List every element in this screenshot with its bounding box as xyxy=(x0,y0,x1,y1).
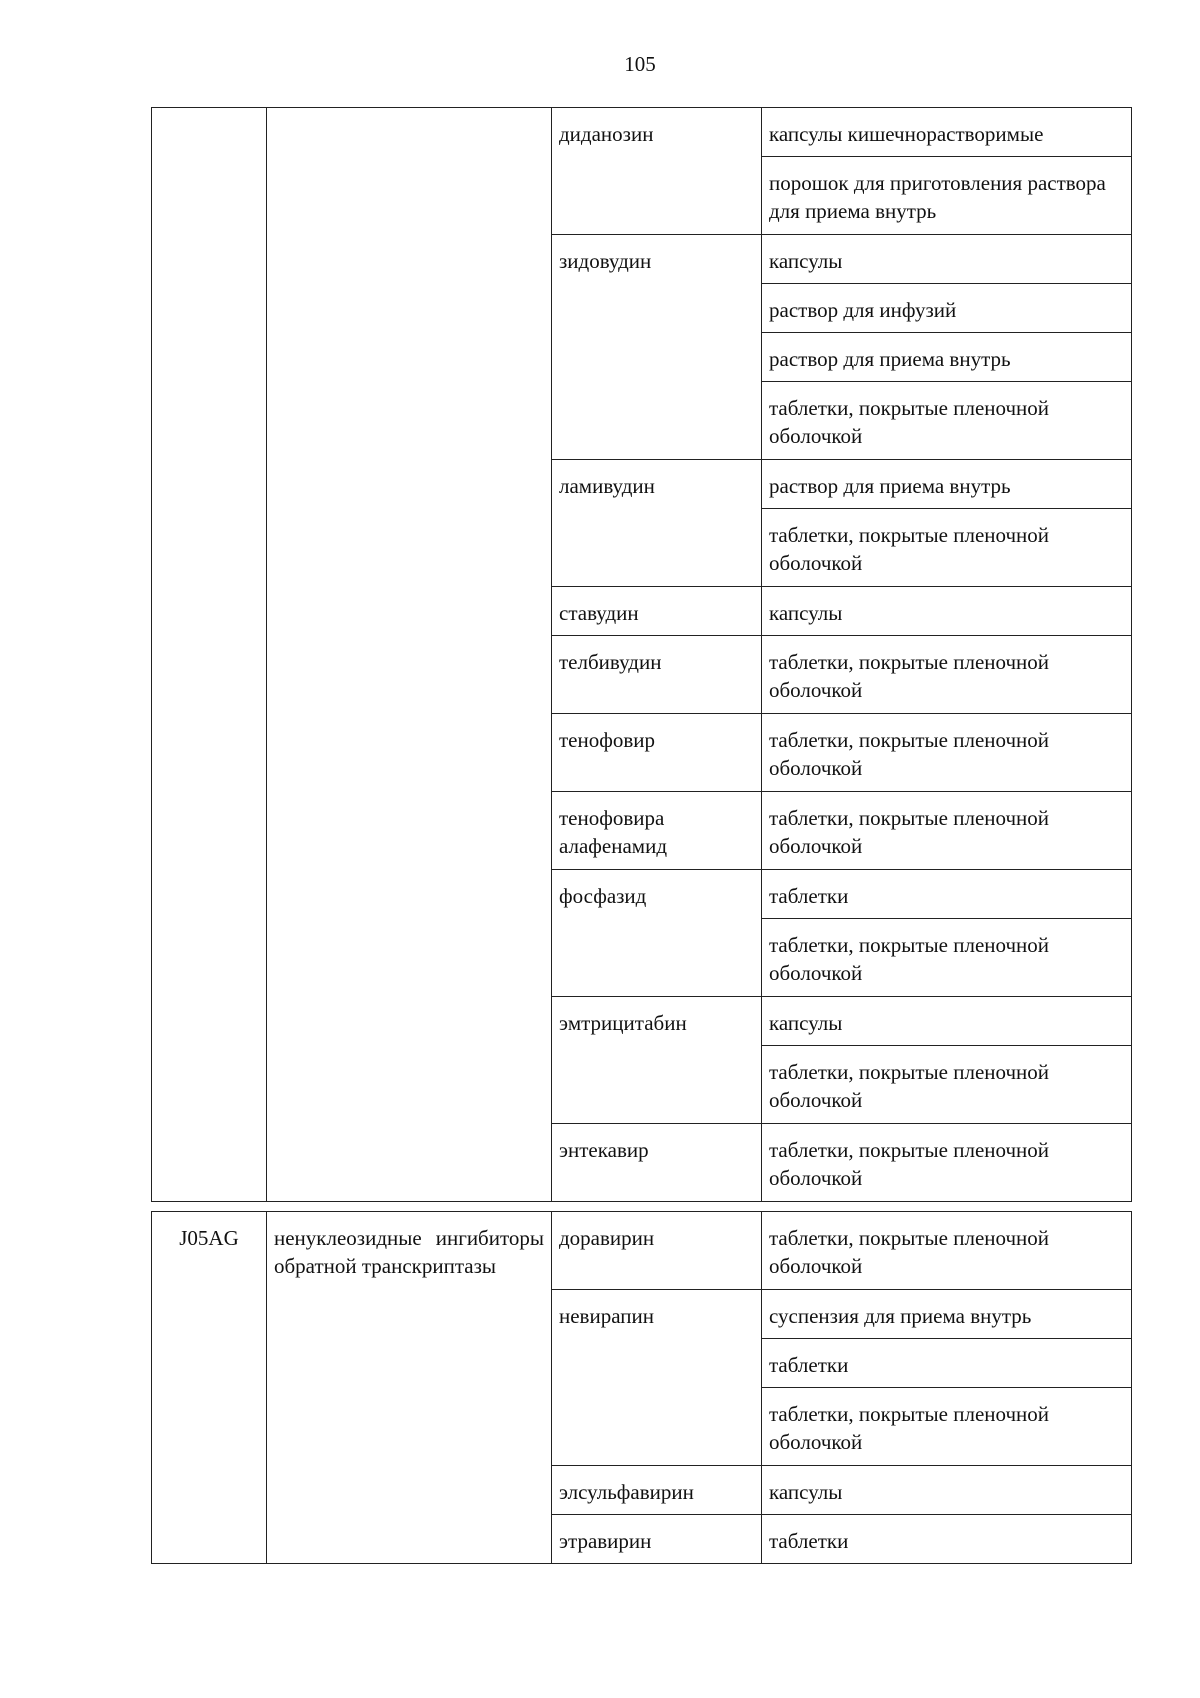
drug-table xyxy=(151,107,1132,1202)
table-row xyxy=(152,108,1132,157)
dosage-form: раствор для инфузий xyxy=(762,284,1132,333)
drug-name: тенофовир xyxy=(552,714,762,792)
dosage-form: таблетки xyxy=(762,1515,1132,1564)
drug-name: элсульфавирин xyxy=(552,1466,762,1515)
dosage-form: капсулы xyxy=(762,235,1132,284)
drug-name: зидовудин xyxy=(552,235,762,460)
drug-name: невирапин xyxy=(552,1290,762,1466)
dosage-form: таблетки, покрытые пленочной оболочкой xyxy=(762,636,1132,714)
drug-name: ставудин xyxy=(552,587,762,636)
dosage-form: таблетки, покрытые пленочной оболочкой xyxy=(762,1212,1132,1290)
drug-name: эмтрицитабин xyxy=(552,997,762,1124)
drug-name: доравирин xyxy=(552,1212,762,1290)
drug-name: энтекавир xyxy=(552,1124,762,1202)
drug-name: ламивудин xyxy=(552,460,762,587)
drug-name: тенофовира алафенамид xyxy=(552,792,762,870)
drug-name: этравирин xyxy=(552,1515,762,1564)
table-row xyxy=(152,1212,1132,1290)
dosage-form: суспензия для приема внутрь xyxy=(762,1290,1132,1339)
drug-name: фосфазид xyxy=(552,870,762,997)
dosage-form: таблетки, покрытые пленочной оболочкой xyxy=(762,509,1132,587)
dosage-form: таблетки, покрытые пленочной оболочкой xyxy=(762,792,1132,870)
dosage-form: таблетки, покрытые пленочной оболочкой xyxy=(762,714,1132,792)
dosage-form: таблетки xyxy=(762,1339,1132,1388)
dosage-form: таблетки, покрытые пленочной оболочкой xyxy=(762,1046,1132,1124)
dosage-form: капсулы кишечнорастворимые xyxy=(762,108,1132,157)
atc-code-cell xyxy=(152,108,267,1202)
atc-group-name: ненуклеозидные ингибиторы обратной транскриптазы xyxy=(267,1212,552,1564)
dosage-form: таблетки, покрытые пленочной оболочкой xyxy=(762,1388,1132,1466)
atc-group-cell xyxy=(267,108,552,1202)
drug-table-j05ag xyxy=(151,1211,1132,1564)
dosage-form: капсулы xyxy=(762,997,1132,1046)
dosage-form: капсулы xyxy=(762,1466,1132,1515)
drug-name: диданозин xyxy=(552,108,762,235)
dosage-form: таблетки, покрытые пленочной оболочкой xyxy=(762,1124,1132,1202)
dosage-form: капсулы xyxy=(762,587,1132,636)
dosage-form: таблетки xyxy=(762,870,1132,919)
dosage-form: раствор для приема внутрь xyxy=(762,333,1132,382)
atc-code: J05AG xyxy=(152,1212,267,1564)
dosage-form: таблетки, покрытые пленочной оболочкой xyxy=(762,382,1132,460)
dosage-form: раствор для приема внутрь xyxy=(762,460,1132,509)
page-number: 105 xyxy=(624,52,656,76)
dosage-form: таблетки, покрытые пленочной оболочкой xyxy=(762,919,1132,997)
dosage-form: порошок для приготовления раствора для приема внутрь xyxy=(762,157,1132,235)
drug-name: телбивудин xyxy=(552,636,762,714)
